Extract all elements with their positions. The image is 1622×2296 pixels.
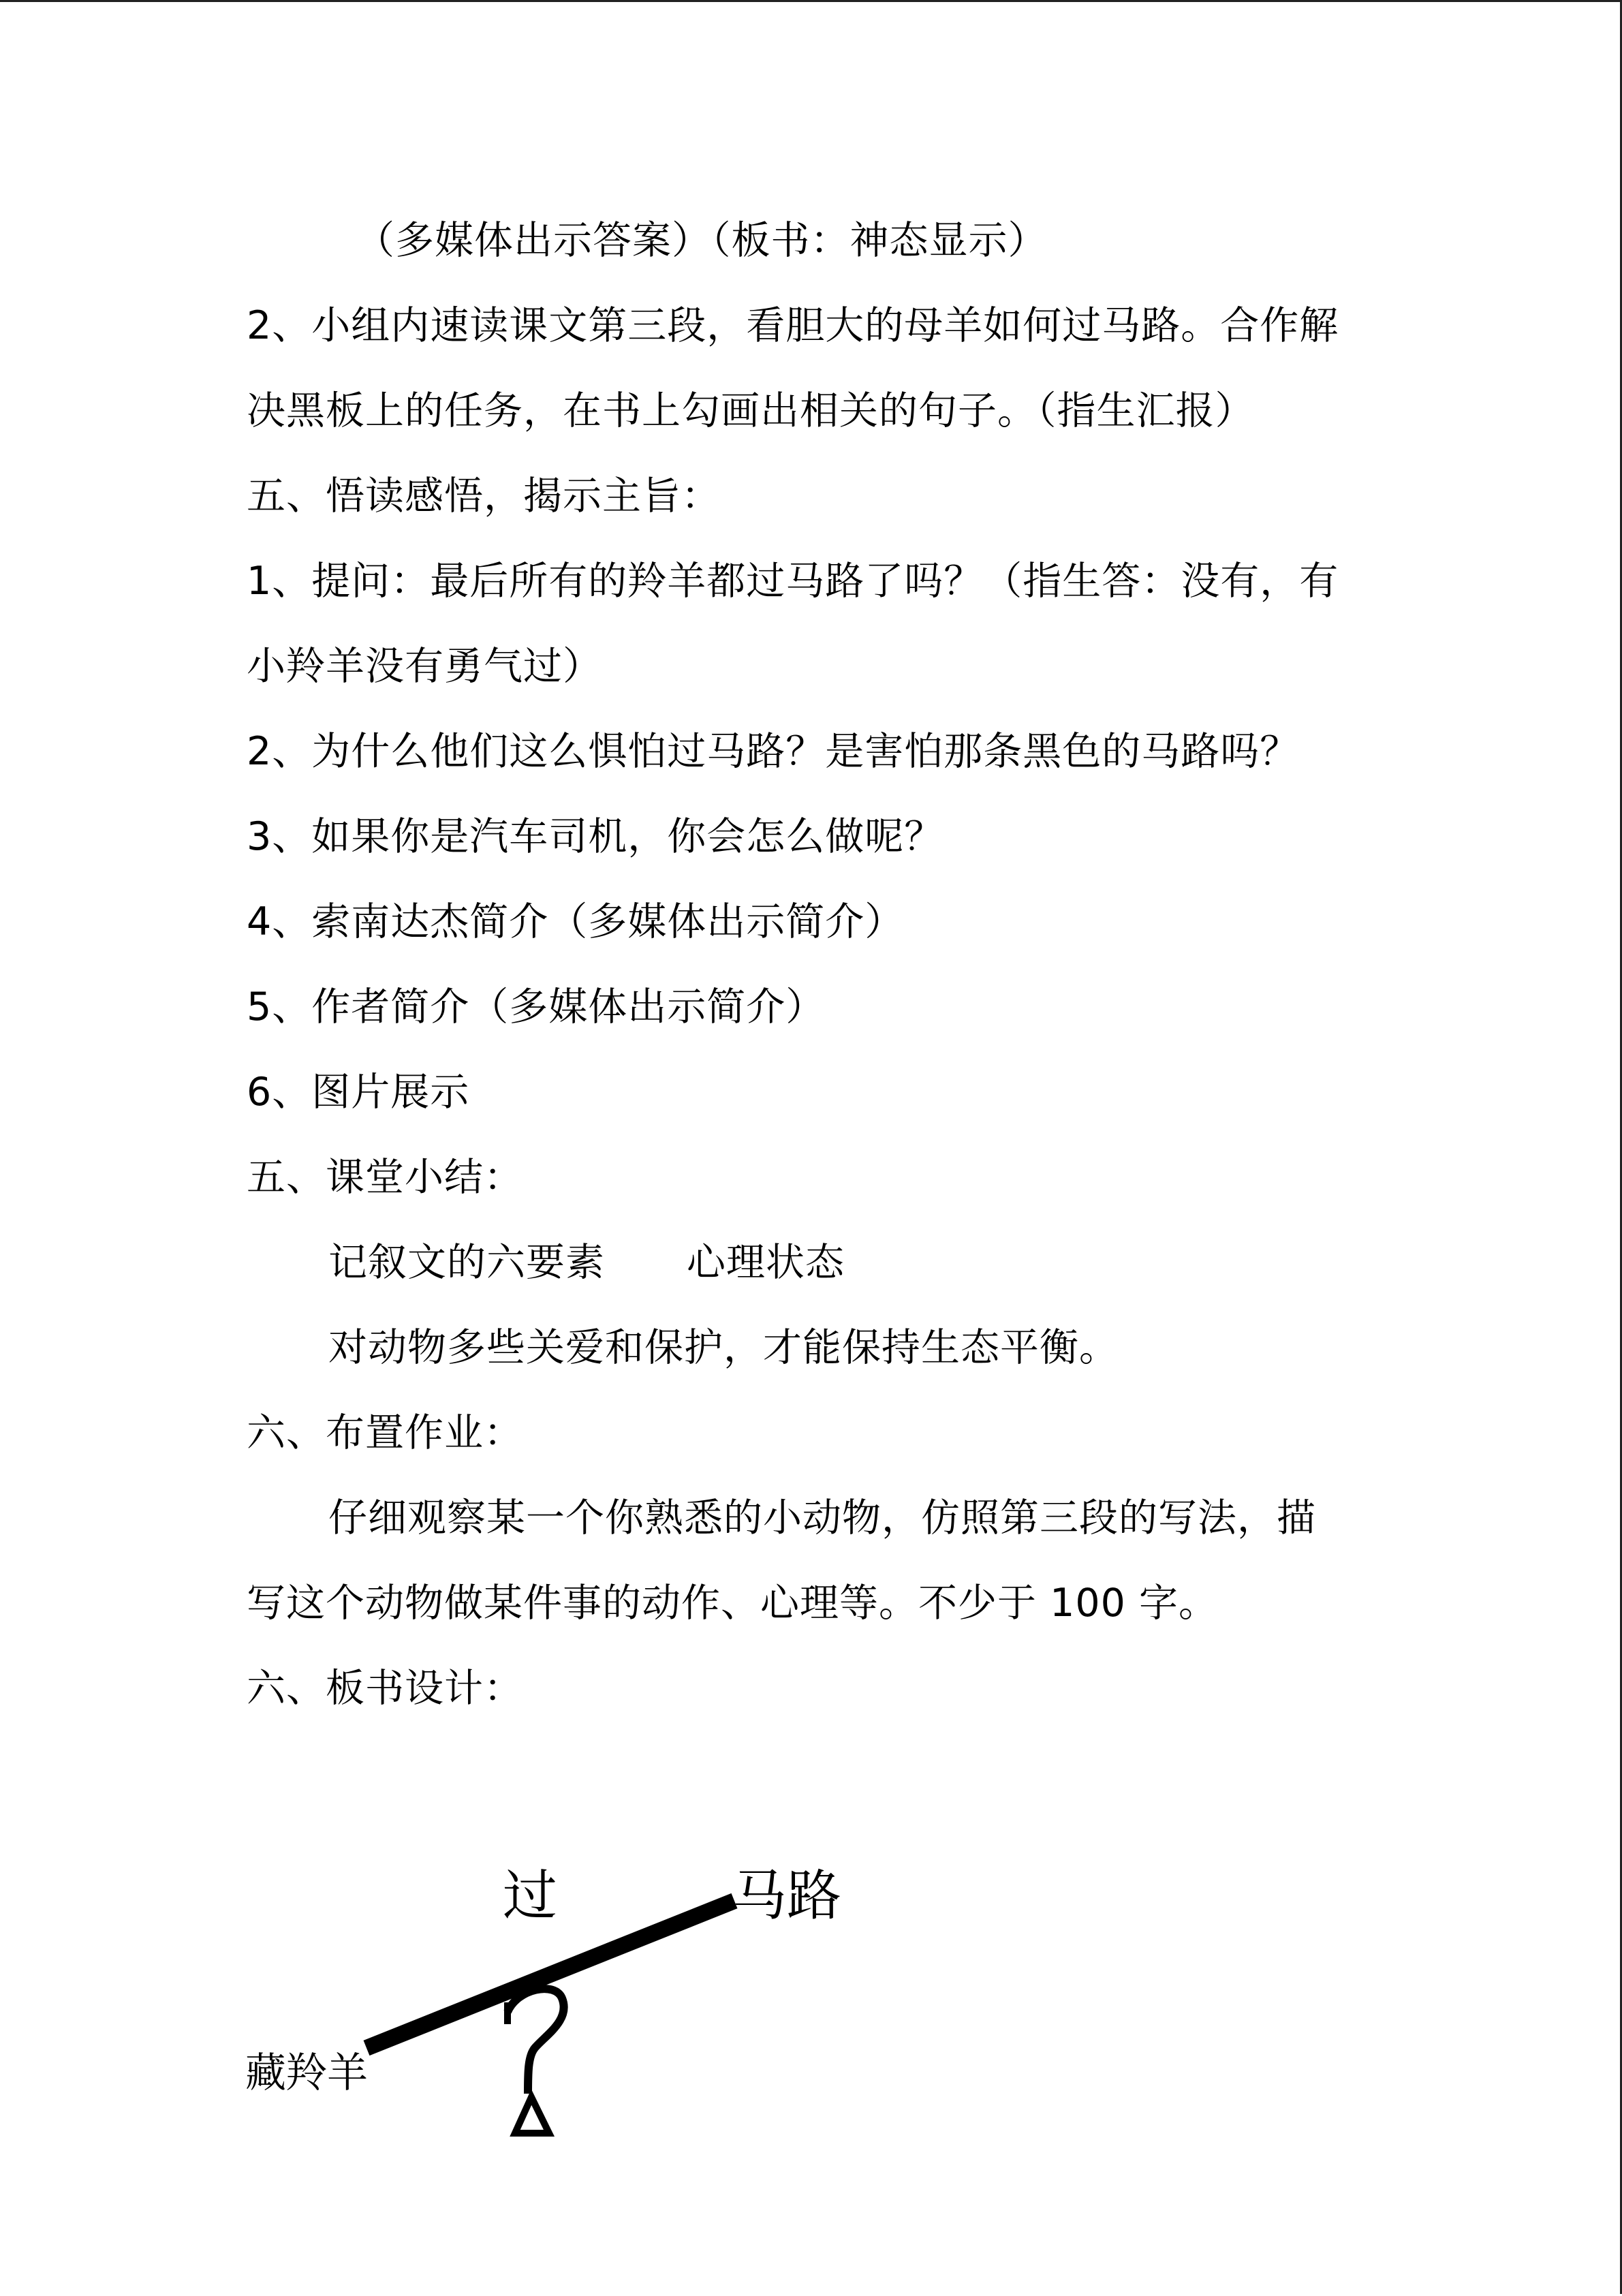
paragraph-line: 6、图片展示	[247, 1070, 470, 1115]
board-word-antelope: 藏羚羊	[245, 2049, 368, 2097]
paragraph-line: 写这个动物做某件事的动作、心理等。不少于 100 字。	[247, 1581, 1219, 1626]
paragraph-line: 4、索南达杰简介（多媒体出示简介）	[247, 899, 905, 944]
section-heading: 六、板书设计：	[247, 1666, 523, 1711]
paragraph-line: 3、如果你是汽车司机，你会怎么做呢？	[247, 814, 944, 859]
paragraph-line: 仔细观察某一个你熟悉的小动物，仿照第三段的写法，描	[328, 1495, 1316, 1540]
board-word-guo: 过	[503, 1864, 557, 1927]
paragraph-line: 1、提问：最后所有的羚羊都过马路了吗？（指生答：没有，有	[247, 559, 1339, 604]
board-design-diagram	[0, 2, 1622, 2296]
paragraph-line: 2、为什么他们这么惧怕过马路？是害怕那条黑色的马路吗？	[247, 729, 1300, 774]
paragraph-line: 2、小组内速读课文第三段，看胆大的母羊如何过马路。合作解	[247, 303, 1339, 348]
summary-part1: 记叙文的六要素	[328, 1240, 605, 1285]
section-heading: 五、悟读感悟，揭示主旨：	[247, 474, 721, 518]
paragraph-line: 5、作者简介（多媒体出示简介）	[247, 984, 826, 1029]
paragraph-line: （多媒体出示答案）（板书：神态显示）	[356, 218, 1048, 263]
section-heading: 六、布置作业：	[247, 1410, 523, 1455]
board-word-malu: 马路	[732, 1864, 841, 1927]
question-mark-stand	[508, 1989, 564, 2094]
summary-part2: 心理状态	[687, 1240, 845, 1285]
paragraph-line: 决黑板上的任务，在书上勾画出相关的句子。（指生汇报）	[247, 388, 1255, 433]
paragraph-line: 对动物多些关爱和保护，才能保持生态平衡。	[328, 1325, 1119, 1370]
section-heading: 五、课堂小结：	[247, 1155, 523, 1200]
fulcrum-triangle	[515, 2097, 549, 2133]
paragraph-line: 小羚羊没有勇气过）	[247, 644, 602, 689]
